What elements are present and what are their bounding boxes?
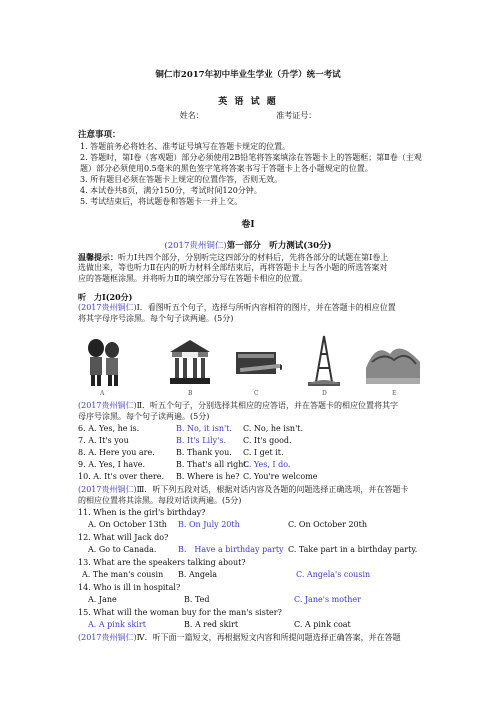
tip-line: 选做出来，等也听力Ⅱ在内的听力材料全部结束后，再将答题卡上与各小题的所选答案对 xyxy=(78,263,388,272)
question-stem: 11. When is the girl's birthday? xyxy=(78,508,206,517)
question-row xyxy=(78,424,304,434)
candidate-info-row xyxy=(0,110,496,121)
ticket-number-label: 准考证号： xyxy=(276,111,317,120)
option-c: C. A pink coat xyxy=(294,620,351,629)
option-c: C. Jane's mother xyxy=(294,595,361,604)
question-stem: 13. What are the speakers talking about? xyxy=(78,558,246,567)
option-c: C. You're welcome xyxy=(243,472,318,481)
option-a: A. On October 13th xyxy=(88,520,167,529)
question-number: 8. xyxy=(78,448,89,457)
tip-text: 听力Ⅰ共四个部分，分别听完这四部分的材料后，先将各部分的试题在第Ⅰ卷上 xyxy=(118,253,389,262)
option-a: A. The man's cousin xyxy=(82,570,164,579)
option-b: B. Ted xyxy=(184,595,210,604)
option-c: C. No, he isn't. xyxy=(243,424,304,433)
tip-line: 应的答题框涂黑。并将听力Ⅱ的填空部分写在答题卡相应的位置。 xyxy=(78,274,308,283)
question-stem: 15. What will the woman buy for the man's sister? xyxy=(78,608,282,617)
question-stem: 14. Who is ill in hospital? xyxy=(78,583,181,592)
picture-label-d: D xyxy=(322,390,327,397)
option-c: C. I get it. xyxy=(243,448,284,457)
section-1-instructions xyxy=(78,303,396,313)
option-a: A. Jane xyxy=(88,595,117,604)
tip-heading: 温馨提示： xyxy=(78,252,118,262)
option-a: A. It's you xyxy=(88,436,129,445)
picture-label-e: E xyxy=(392,390,397,397)
notice-item: 1. 答题前务必将姓名、准考证号填写在答题卡规定的位置。 xyxy=(80,142,291,151)
options-row xyxy=(88,545,418,555)
picture-d-tower xyxy=(304,332,344,388)
option-a: A. Here you are. xyxy=(88,448,155,457)
source-tag: (2017贵州铜仁) xyxy=(78,633,137,642)
section-text: Ⅰ．看图听五个句子，选择与所听内容相符的图片，并在答题卡的相应位置 xyxy=(136,303,396,312)
question-row xyxy=(78,460,291,470)
question-stem: 12. What will Jack do? xyxy=(78,533,169,542)
question-number: 6. xyxy=(78,424,89,433)
option-b: B. Thank you. xyxy=(176,448,232,457)
option-b: B. Angela xyxy=(178,570,218,579)
notice-item: 4. 本试卷共8页，满分150分，考试时间120分钟。 xyxy=(80,186,262,195)
exam-title: 铜仁市2017年初中毕业生学业（升学）统一考试 xyxy=(155,70,341,80)
section-3-instructions xyxy=(78,485,408,495)
listening-heading: 听 力Ⅰ(20分) xyxy=(78,292,133,302)
option-c: C. Yes, I do. xyxy=(243,460,291,469)
name-label: 姓名： xyxy=(179,111,204,120)
options-row xyxy=(88,620,351,630)
option-a: A. It's over there. xyxy=(93,472,164,481)
option-c: C. On October 20th xyxy=(288,520,368,529)
option-b: B. Have a birthday party xyxy=(178,545,284,554)
option-a: A. Yes, he is. xyxy=(88,424,140,433)
option-c: C. Angela's cousin xyxy=(296,570,371,579)
picture-b-bank xyxy=(168,332,212,388)
option-c: C. Take part in a birthday party. xyxy=(288,545,418,554)
section-text: Ⅳ．听下面一篇短文，再根据短文内容和所提问题选择正确答案，并在答题 xyxy=(136,633,401,642)
source-tag: (2017贵州铜仁) xyxy=(78,303,137,312)
picture-label-c: C xyxy=(254,390,259,397)
option-a: A. Go to Canada. xyxy=(88,545,157,554)
notice-item: 2. 答题时，第Ⅰ卷（客观题）部分必须使用2B铅笔将答案填涂在答题卡上的答题框；第Ⅱ卷（主观 xyxy=(80,153,422,162)
options-row xyxy=(82,570,371,580)
picture-a-children xyxy=(82,332,126,388)
question-row xyxy=(78,472,318,482)
option-b: B. That's all right. xyxy=(176,460,250,469)
picture-c-book-pencil xyxy=(232,332,282,388)
option-b: B. On July 20th xyxy=(178,520,240,529)
section-2-instructions-cont: 母序号涂黑。每个句子读两遍。(5分) xyxy=(78,412,210,421)
volume-heading: 卷Ⅰ xyxy=(241,220,255,230)
picture-options xyxy=(82,332,422,397)
options-row xyxy=(88,520,368,530)
source-tag: (2017贵州铜仁) xyxy=(78,401,137,410)
section-text: Ⅲ．听下列五段对话，根据对话内容及各题的问题选择正确选项，并在答题卡 xyxy=(136,485,409,494)
question-row xyxy=(78,448,284,458)
picture-label-b: B xyxy=(188,390,193,397)
subject-title: 英 语 试 题 xyxy=(218,97,278,107)
picture-e-landscape xyxy=(364,332,422,388)
option-a: A. Yes, I have. xyxy=(88,460,145,469)
option-a: A. A pink skirt xyxy=(88,620,146,629)
option-b: B. No, it isn't. xyxy=(176,424,232,433)
notice-item: 题）部分必须使用0.5毫米的黑色签字笔将答案书写于答题卡上各小题规定的位置。 xyxy=(80,164,373,173)
source-tag: (2017贵州铜仁) xyxy=(78,485,137,494)
notice-heading: 注意事项： xyxy=(78,130,121,140)
option-b: B. Where is he? xyxy=(176,472,240,481)
section-2-instructions xyxy=(78,401,398,411)
section-text: Ⅱ．听五个句子，分别选择其相应的应答语，并在答题卡的相应位置将其字 xyxy=(136,401,399,410)
tip-line xyxy=(78,252,388,263)
part-one-heading xyxy=(0,239,496,251)
option-c: C. It's good. xyxy=(243,436,292,445)
source-tag: (2017贵州铜仁) xyxy=(164,241,227,251)
question-number: 9. xyxy=(78,460,89,469)
notice-item: 3. 所有题目必须在答题卡上规定的位置作答，否则无效。 xyxy=(80,175,283,184)
question-row xyxy=(78,436,292,446)
question-number: 7. xyxy=(78,436,89,445)
section-4-instructions xyxy=(78,633,401,643)
picture-label-a: A xyxy=(100,390,105,397)
part-one-title: 第一部分 听力测试(30分) xyxy=(226,241,332,251)
option-b: B. A red skirt xyxy=(184,620,239,629)
notice-item: 5. 考试结束后，将试题卷和答题卡一并上交。 xyxy=(80,197,243,206)
question-number: 10. xyxy=(78,472,94,481)
option-b: B. It's Lily's. xyxy=(176,436,226,445)
section-1-instructions-cont: 将其字母序号涂黑。每个句子读两遍。(5分) xyxy=(78,314,234,323)
section-3-instructions-cont: 的相应位置将其涂黑。每段对话读两遍。(5分) xyxy=(78,496,242,505)
options-row xyxy=(88,595,361,605)
